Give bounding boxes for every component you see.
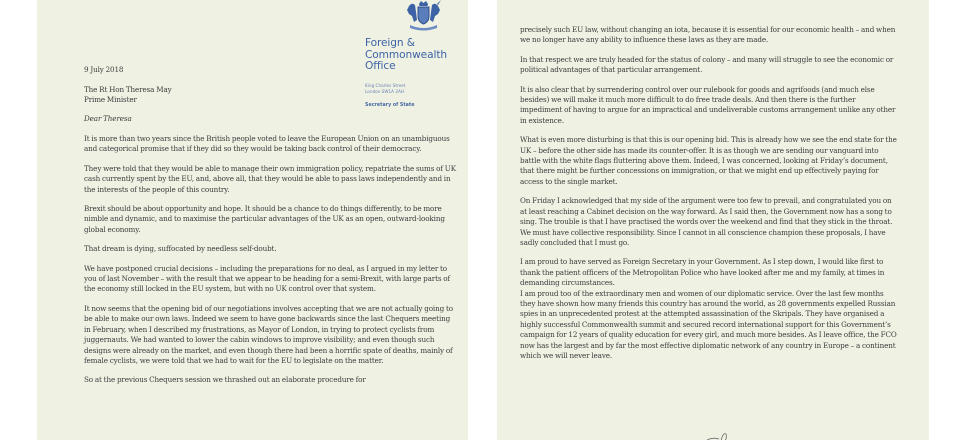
paragraph: It now seems that the opening bid of our negotiations involves accepting that we are not actually going to be able to make our own laws. Indeed we seem to have gone backwards since the last Chequers meeting in February, when I described my frustrations, as Mayor of London, in trying to protect cyclists from juggernauts. We had wanted to lower the cabin windows to improve visibility; and even though such designs were already on the market, and even though there had been a horrific spate of deaths, mainly of female cyclists, we were told that we had to wait for the EU to legislate on the matter.	[84, 303, 453, 365]
paragraph: That dream is dying, suffocated by needless self-doubt.	[84, 244, 277, 254]
org-name-line: Office	[365, 60, 396, 72]
address-line: London SW1A 2AH	[365, 89, 405, 95]
paragraph: precisely such EU law, without changing an iota, because it is essential for our economic health – and when we no longer have any ability to influence these laws as they are made.	[520, 25, 896, 45]
paragraph: Brexit should be about opportunity and hope. It should be a chance to do things differently, to be more nimble and dynamic, and to maximise the particular advantages of the UK as an open, outward-looking global economy.	[84, 204, 445, 234]
paragraph: What is even more disturbing is that this is our opening bid. This is already how we see the end state for the UK – before the other side has made its counter-offer. It is as though we are sending our vanguard into battle with the white flags fluttering above them. Indeed, I was concerned, looking at Friday’s document, that there might be further concessions on immigration, or that we might end up effectively paying for access to the single market.	[520, 135, 897, 186]
paragraph: So at the previous Chequers session we thrashed out an elaborate procedure for	[84, 375, 366, 385]
sender-role: Secretary of State	[365, 103, 415, 108]
addressee-name: The Rt Hon Theresa May	[84, 85, 172, 94]
handwritten-signature-icon	[705, 432, 745, 440]
paragraph: We must have collective responsibility. Since I cannot in all conscience champion these proposals, I have sadly concluded that I must go.	[520, 227, 886, 247]
letter-page-2	[497, 0, 929, 440]
salutation: Dear Theresa	[84, 114, 132, 123]
paragraph: On Friday I acknowledged that my side of the argument were too few to prevail, and congratulated you on at least reaching a Cabinet decision on the way forward. As I said then, the Government now has a song to sing. The trouble is that I have practised the words over the weekend and find that they stick in the throat.	[520, 196, 893, 227]
paragraph: We have postponed crucial decisions – including the preparations for no deal, as I argued in my letter to you of last November – with the result that we appear to be heading for a semi-Brexit, with large parts of the economy still locked in the EU system, but with no UK control over that system.	[84, 263, 451, 294]
paragraph: They were told that they would be able to manage their own immigration policy, repatriate the sums of UK cash currently spent by the EU, and, above all, that they would be able to pass laws independently and in the interests of the people of this country.	[84, 163, 456, 194]
org-name-line: Commonwealth	[365, 48, 447, 61]
paragraph: It is more than two years since the British people voted to leave the European Union on an unambiguous and categorical promise that if they did so they would be taking back control of their democracy.	[84, 134, 450, 154]
paragraph: In that respect we are truly headed for the status of colony – and many will struggle to see the economic or political advantages of that particular arrangement.	[520, 54, 894, 75]
paragraph: I am proud to have served as Foreign Secretary in your Government. As I step down, I would like first to thank the patient officers of the Metropolitan Police who have looked after me and my family, at times in demanding circumstances.	[520, 257, 885, 288]
paragraph: It is also clear that by surrendering control over our rulebook for goods and agrifoods (and much else besides) we will make it much more difficult to do free trade deals. And then there is the further impediment of having to argue for an impractical and undeliverable customs arrangement unlike any other in existence.	[520, 84, 896, 125]
addressee-title: Prime Minister	[84, 95, 137, 105]
letter-page-1	[37, 0, 468, 440]
address-line: King Charles Street	[365, 83, 406, 88]
royal-coat-of-arms-icon	[401, 0, 446, 33]
org-name-line: Foreign &	[365, 37, 415, 49]
addressee	[84, 85, 457, 106]
letter-body-page-2	[520, 25, 898, 361]
letter-date: 9 July 2018	[84, 65, 124, 74]
paragraph: I am proud too of the extraordinary men and women of our diplomatic service. Over the last few months they have shown how many friends this country has around the world, as 28 governments expelled Russian spies in an unprecedented protest at the attempted assassination of the Skripals. They have organised a highly successful Commonwealth summit and secured record international support for this Government’s campaign for 12 years of quality education for every girl, and much more besides. As I leave office, the FCO now has the largest and by far the most effective diplomatic network of any country in Europe – a continent which we will never leave.	[520, 288, 897, 360]
letter-body-page-1	[84, 134, 457, 386]
